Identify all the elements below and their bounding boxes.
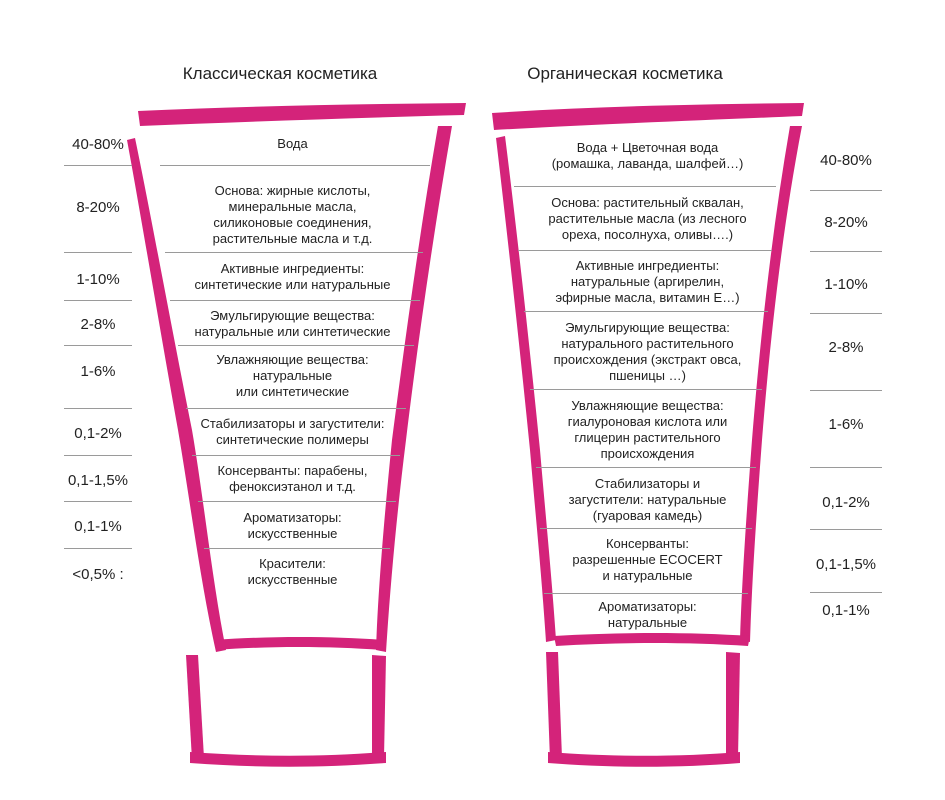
organic-percent: 0,1-1,5%: [815, 556, 877, 573]
classic-percent-divider: [64, 252, 132, 253]
classic-percent-divider: [64, 165, 132, 166]
organic-percent: 0,1-1%: [822, 602, 870, 619]
organic-ingredient-divider: [530, 389, 762, 390]
organic-ingredient: Стабилизаторы и загустители: натуральные (гуаровая камедь): [568, 476, 727, 523]
classic-ingredient-divider: [160, 165, 430, 166]
organic-percent: 0,1-2%: [822, 494, 870, 511]
classic-percent-divider: [64, 455, 132, 456]
classic-ingredient: Ароматизаторы: искусственные: [243, 510, 342, 541]
classic-ingredient: Стабилизаторы и загустители: синтетические полимеры: [200, 416, 385, 447]
organic-ingredient: Вода + Цветочная вода (ромашка, лаванда, шалфей…): [551, 140, 744, 171]
classic-percent-divider: [64, 345, 132, 346]
classic-ingredient-divider: [165, 252, 423, 253]
classic-ingredient: Вода: [277, 136, 308, 151]
classic-percent-divider: [64, 548, 132, 549]
classic-percent: 0,1-2%: [74, 425, 122, 442]
classic-ingredient-divider: [198, 501, 396, 502]
classic-percent: 40-80%: [72, 136, 124, 153]
organic-percent-divider: [810, 313, 882, 314]
organic-percent: 40-80%: [820, 152, 872, 169]
classic-ingredient: Основа: жирные кислоты, минеральные масла, силиконовые соединения, растительные масла и т.д.: [212, 183, 373, 246]
classic-ingredient-divider: [192, 455, 400, 456]
classic-percent: 1-10%: [76, 271, 120, 288]
classic-percent: 2-8%: [80, 316, 116, 333]
organic-percent-divider: [810, 467, 882, 468]
organic-ingredient: Основа: растительный сквалан, растительные масла (из лесного ореха, посолнуха, оливы….): [548, 195, 747, 242]
organic-ingredient-divider: [514, 186, 776, 187]
organic-ingredient-divider: [518, 250, 772, 251]
organic-ingredient: Активные ингредиенты: натуральные (аргирелин, эфирные масла, витамин Е…): [555, 258, 740, 305]
organic-percent-divider: [810, 251, 882, 252]
classic-percent-divider: [64, 300, 132, 301]
organic-ingredient: Ароматизаторы: натуральные: [598, 599, 697, 630]
organic-percent-divider: [810, 390, 882, 391]
organic-percent-divider: [810, 190, 882, 191]
organic-ingredient-divider: [540, 528, 752, 529]
organic-ingredient-divider: [544, 593, 748, 594]
classic-percent: 0,1-1,5%: [67, 472, 129, 489]
classic-percent: 0,1-1%: [74, 518, 122, 535]
organic-ingredient: Увлажняющие вещества: гиалуроновая кислота или глицерин растительного происхождения: [567, 398, 728, 461]
classic-ingredient: Увлажняющие вещества: натуральные или синтетические: [216, 352, 369, 399]
organic-percent: 1-6%: [828, 416, 864, 433]
classic-ingredient-divider: [204, 548, 390, 549]
classic-percent: <0,5% :: [72, 566, 124, 583]
organic-percent-divider: [810, 529, 882, 530]
organic-ingredient-divider: [524, 311, 768, 312]
organic-percent: 2-8%: [828, 339, 864, 356]
classic-cosmetics-title: Классическая косметика: [182, 64, 378, 83]
classic-ingredient-divider: [170, 300, 420, 301]
organic-ingredient-divider: [536, 467, 756, 468]
organic-ingredient: Консерванты: разрешенные ECOCERT и натуральные: [572, 536, 723, 583]
organic-percent: 1-10%: [824, 276, 868, 293]
classic-ingredient-divider: [178, 345, 414, 346]
classic-ingredient-divider: [186, 408, 406, 409]
classic-ingredient: Активные ингредиенты: синтетические или натуральные: [194, 261, 391, 292]
organic-percent-divider: [810, 592, 882, 593]
organic-cosmetics-title: Органическая косметика: [527, 64, 723, 83]
classic-ingredient: Красители: искусственные: [247, 556, 338, 587]
classic-ingredient: Консерванты: парабены, феноксиэтанол и т.д.: [217, 463, 368, 494]
classic-percent-divider: [64, 501, 132, 502]
organic-ingredient: Эмульгирующие вещества: натурального растительного происхождения (экстракт овса, пшеницы …): [553, 320, 742, 383]
organic-percent: 8-20%: [824, 214, 868, 231]
classic-percent: 1-6%: [80, 363, 116, 380]
classic-percent-divider: [64, 408, 132, 409]
classic-percent: 8-20%: [76, 199, 120, 216]
classic-ingredient: Эмульгирующие вещества: натуральные или синтетические: [194, 308, 391, 339]
